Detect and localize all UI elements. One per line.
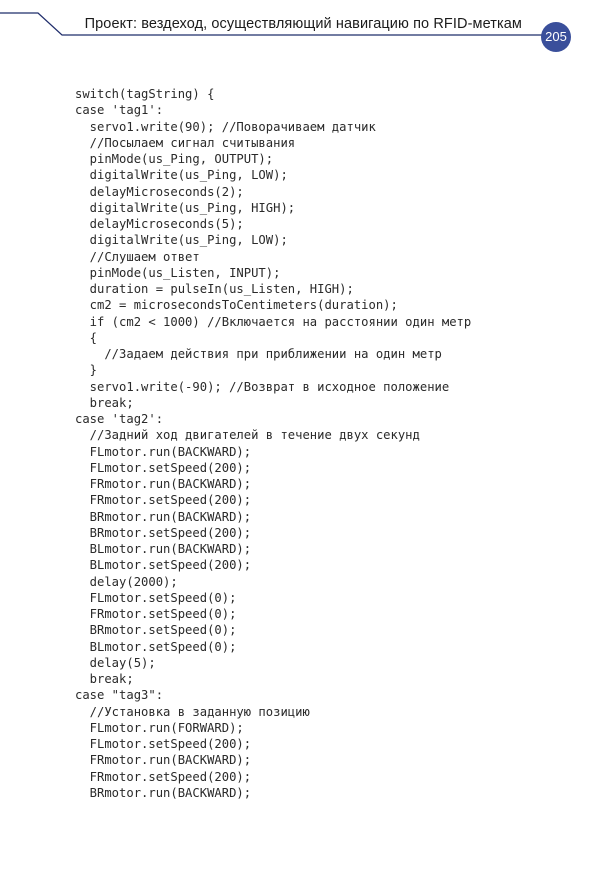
code-line: digitalWrite(us_Ping, LOW); bbox=[75, 168, 288, 183]
code-line: //Слушаем ответ bbox=[75, 249, 200, 264]
code-line: delay(5); bbox=[75, 655, 156, 670]
code-line: //Посылаем сигнал считывания bbox=[75, 135, 296, 150]
code-line: FLmotor.run(BACKWARD); bbox=[75, 444, 252, 459]
code-line: cm2 = microsecondsToCentimeters(duration); bbox=[75, 298, 398, 313]
code-line: BRmotor.setSpeed(200); bbox=[75, 525, 252, 540]
code-line: if (cm2 < 1000) //Включается на расстоянии один метр bbox=[75, 314, 472, 329]
code-line: case 'tag1': bbox=[75, 103, 164, 118]
page-number-badge: 205 bbox=[541, 22, 571, 52]
code-line: FRmotor.setSpeed(0); bbox=[75, 607, 237, 621]
code-line: break; bbox=[75, 395, 134, 410]
code-line: case "tag3": bbox=[75, 688, 164, 703]
code-listing bbox=[75, 86, 471, 801]
code-line: FRmotor.run(BACKWARD); bbox=[75, 477, 252, 491]
code-line: pinMode(us_Listen, INPUT); bbox=[75, 265, 281, 280]
code-line: FLmotor.run(FORWARD); bbox=[75, 720, 244, 735]
code-line: BRmotor.run(BACKWARD); bbox=[75, 785, 252, 800]
code-line: BRmotor.setSpeed(0); bbox=[75, 623, 237, 638]
code-line: FRmotor.run(BACKWARD); bbox=[75, 753, 252, 768]
code-line: FRmotor.setSpeed(200); bbox=[75, 769, 252, 784]
code-line: //Задаем действия при приближении на один метр bbox=[75, 347, 442, 361]
code-line: digitalWrite(us_Ping, HIGH); bbox=[75, 200, 296, 215]
code-line: switch(tagString) { bbox=[75, 87, 215, 101]
code-line: duration = pulseIn(us_Listen, HIGH); bbox=[75, 282, 354, 296]
code-line: delay(2000); bbox=[75, 574, 178, 589]
code-line: { bbox=[75, 330, 98, 345]
code-line: FLmotor.setSpeed(200); bbox=[75, 737, 252, 751]
code-line: digitalWrite(us_Ping, LOW); bbox=[75, 233, 288, 248]
code-line: FLmotor.setSpeed(0); bbox=[75, 590, 237, 605]
code-line: FLmotor.setSpeed(200); bbox=[75, 460, 252, 475]
code-line: servo1.write(-90); //Возврат в исходное положение bbox=[75, 379, 450, 394]
code-line: BLmotor.setSpeed(200); bbox=[75, 558, 252, 573]
code-line: delayMicroseconds(5); bbox=[75, 217, 244, 231]
code-line: case 'tag2': bbox=[75, 412, 164, 426]
code-line: BRmotor.run(BACKWARD); bbox=[75, 509, 252, 524]
code-line: } bbox=[75, 363, 98, 378]
code-line: break; bbox=[75, 672, 134, 686]
code-line: pinMode(us_Ping, OUTPUT); bbox=[75, 152, 274, 166]
code-line: FRmotor.setSpeed(200); bbox=[75, 493, 252, 508]
code-line: servo1.write(90); //Поворачиваем датчик bbox=[75, 119, 376, 134]
code-line: delayMicroseconds(2); bbox=[75, 184, 244, 199]
code-line: BLmotor.setSpeed(0); bbox=[75, 639, 237, 654]
code-line: //Установка в заданную позицию bbox=[75, 704, 310, 719]
code-line: BLmotor.run(BACKWARD); bbox=[75, 542, 252, 556]
code-line: //Задний ход двигателей в течение двух секунд bbox=[75, 428, 420, 443]
running-header-title: Проект: вездеход, осуществляющий навигацию по RFID-меткам bbox=[84, 16, 522, 32]
